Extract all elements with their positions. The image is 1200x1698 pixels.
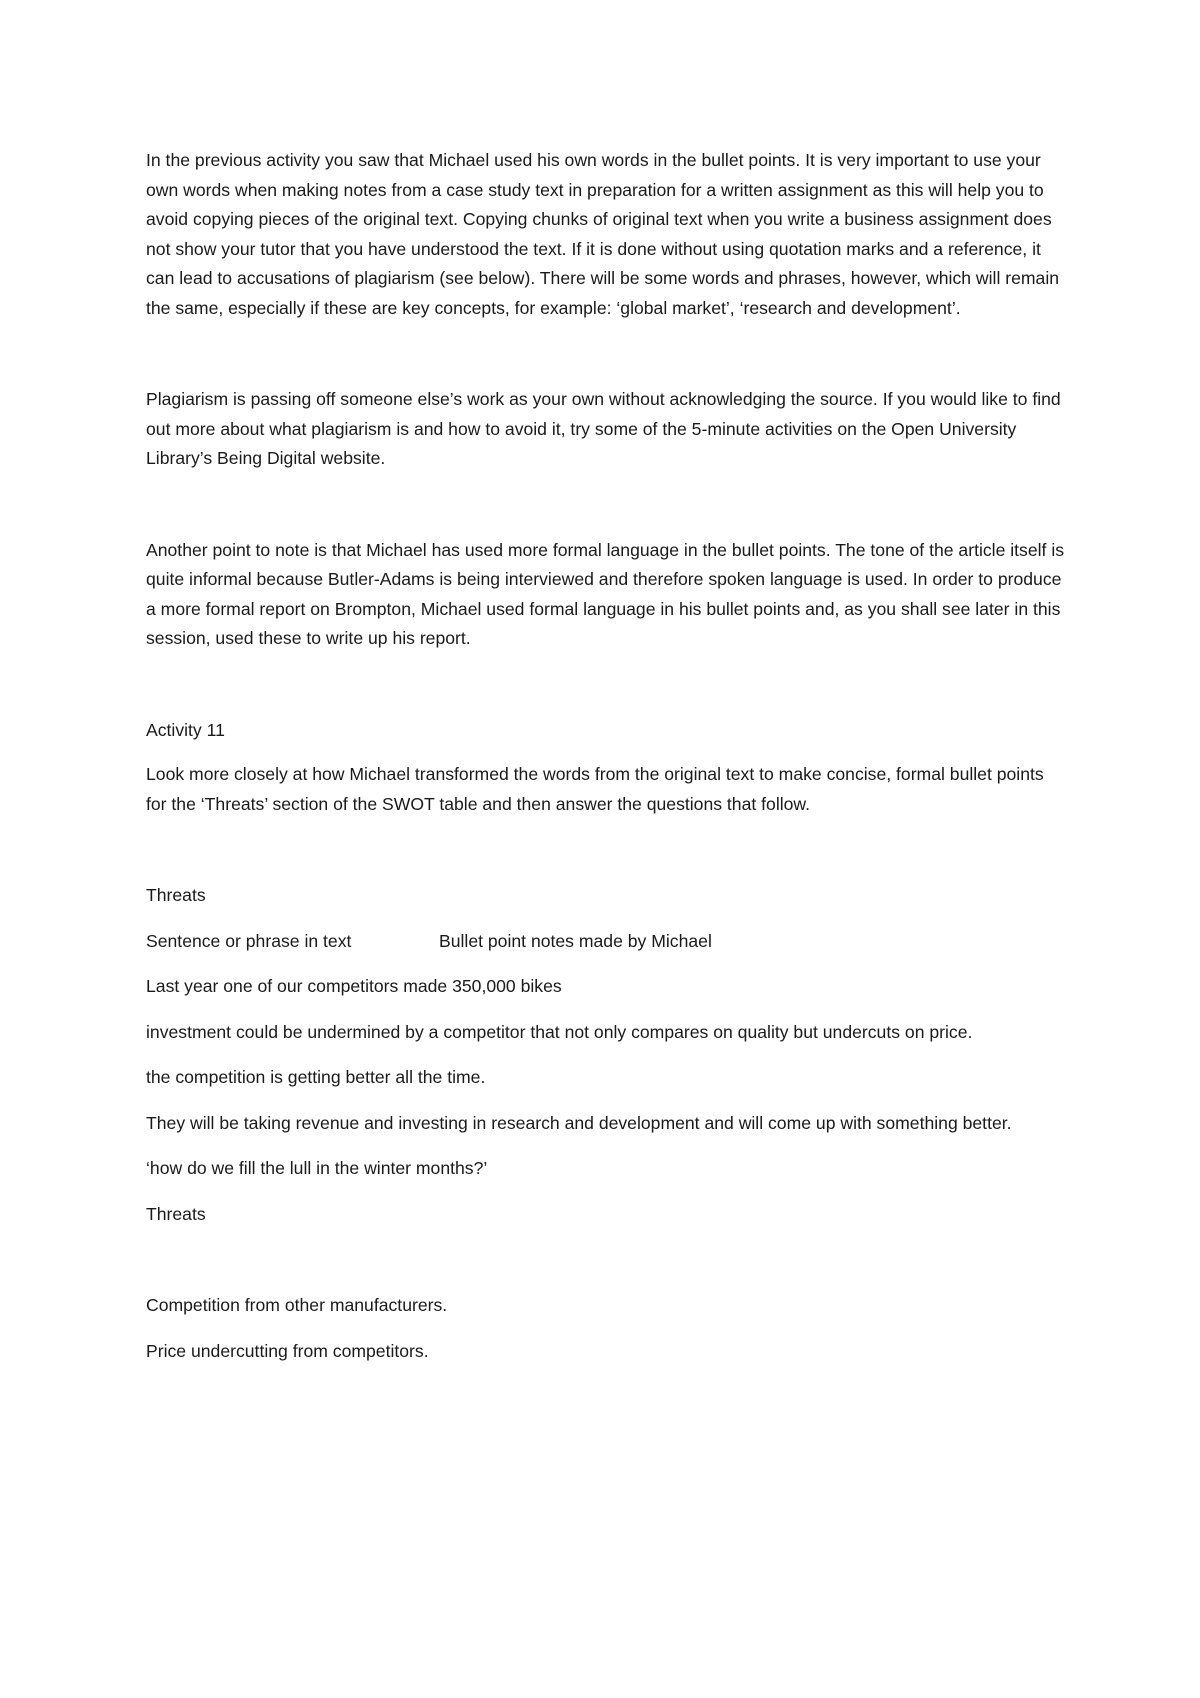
column-header-bullet-notes: Bullet point notes made by Michael <box>439 930 712 951</box>
threats-second-title: Threats <box>146 1203 206 1224</box>
table-row: Last year one of our competitors made 350,000 bikes <box>146 976 562 996</box>
table-row: investment could be undermined by a competitor that not only compares on quality but undercuts on price. <box>146 1021 973 1042</box>
activity-heading: Activity 11 <box>146 719 225 740</box>
threats-table-header <box>146 927 1066 957</box>
activity-instructions: Look more closely at how Michael transformed the words from the original text to make concise, formal bullet points for the ‘Threats’ section of the SWOT table and then answer the questions that follow. <box>146 764 1044 814</box>
paragraph-own-words: In the previous activity you saw that Michael used his own words in the bullet points. It is very important to use your own words when making notes from a case study text in preparation for a written assignment as this will help you to avoid copying pieces of the original text. Copying chunks of original text when you write a business assignment does not show your tutor that you have understood the text. If it is done without using quotation marks and a reference, it can lead to accusations of plagiarism (see below). There will be some words and phrases, however, which will remain the same, especially if these are key concepts, for example: ‘global market’, ‘research and development’. <box>146 150 1060 318</box>
bullet-note: Competition from other manufacturers. <box>146 1295 448 1315</box>
threats-title: Threats <box>146 885 206 905</box>
paragraph-plagiarism: Plagiarism is passing off someone else’s work as your own without acknowledging the source. If you would like to find out more about what plagiarism is and how to avoid it, try some of the 5-minute activities on the Open University Library’s Being Digital website. <box>146 389 1061 468</box>
table-row: the competition is getting better all the time. <box>146 1067 486 1087</box>
document-page <box>146 146 1066 1382</box>
column-header-sentence: Sentence or phrase in text <box>146 930 352 951</box>
table-row: They will be taking revenue and investing in research and development and will come up with something better. <box>146 1112 1012 1133</box>
paragraph-formal-language: Another point to note is that Michael has used more formal language in the bullet points. The tone of the article itself is quite informal because Butler-Adams is being interviewed and therefore spoken language is used. In order to produce a more formal report on Brompton, Michael used formal language in his bullet points and, as you shall see later in this session, used these to write up his report. <box>146 539 1065 648</box>
bullet-note: Price undercutting from competitors. <box>146 1340 429 1361</box>
table-row: ‘how do we fill the lull in the winter months?’ <box>146 1158 488 1178</box>
